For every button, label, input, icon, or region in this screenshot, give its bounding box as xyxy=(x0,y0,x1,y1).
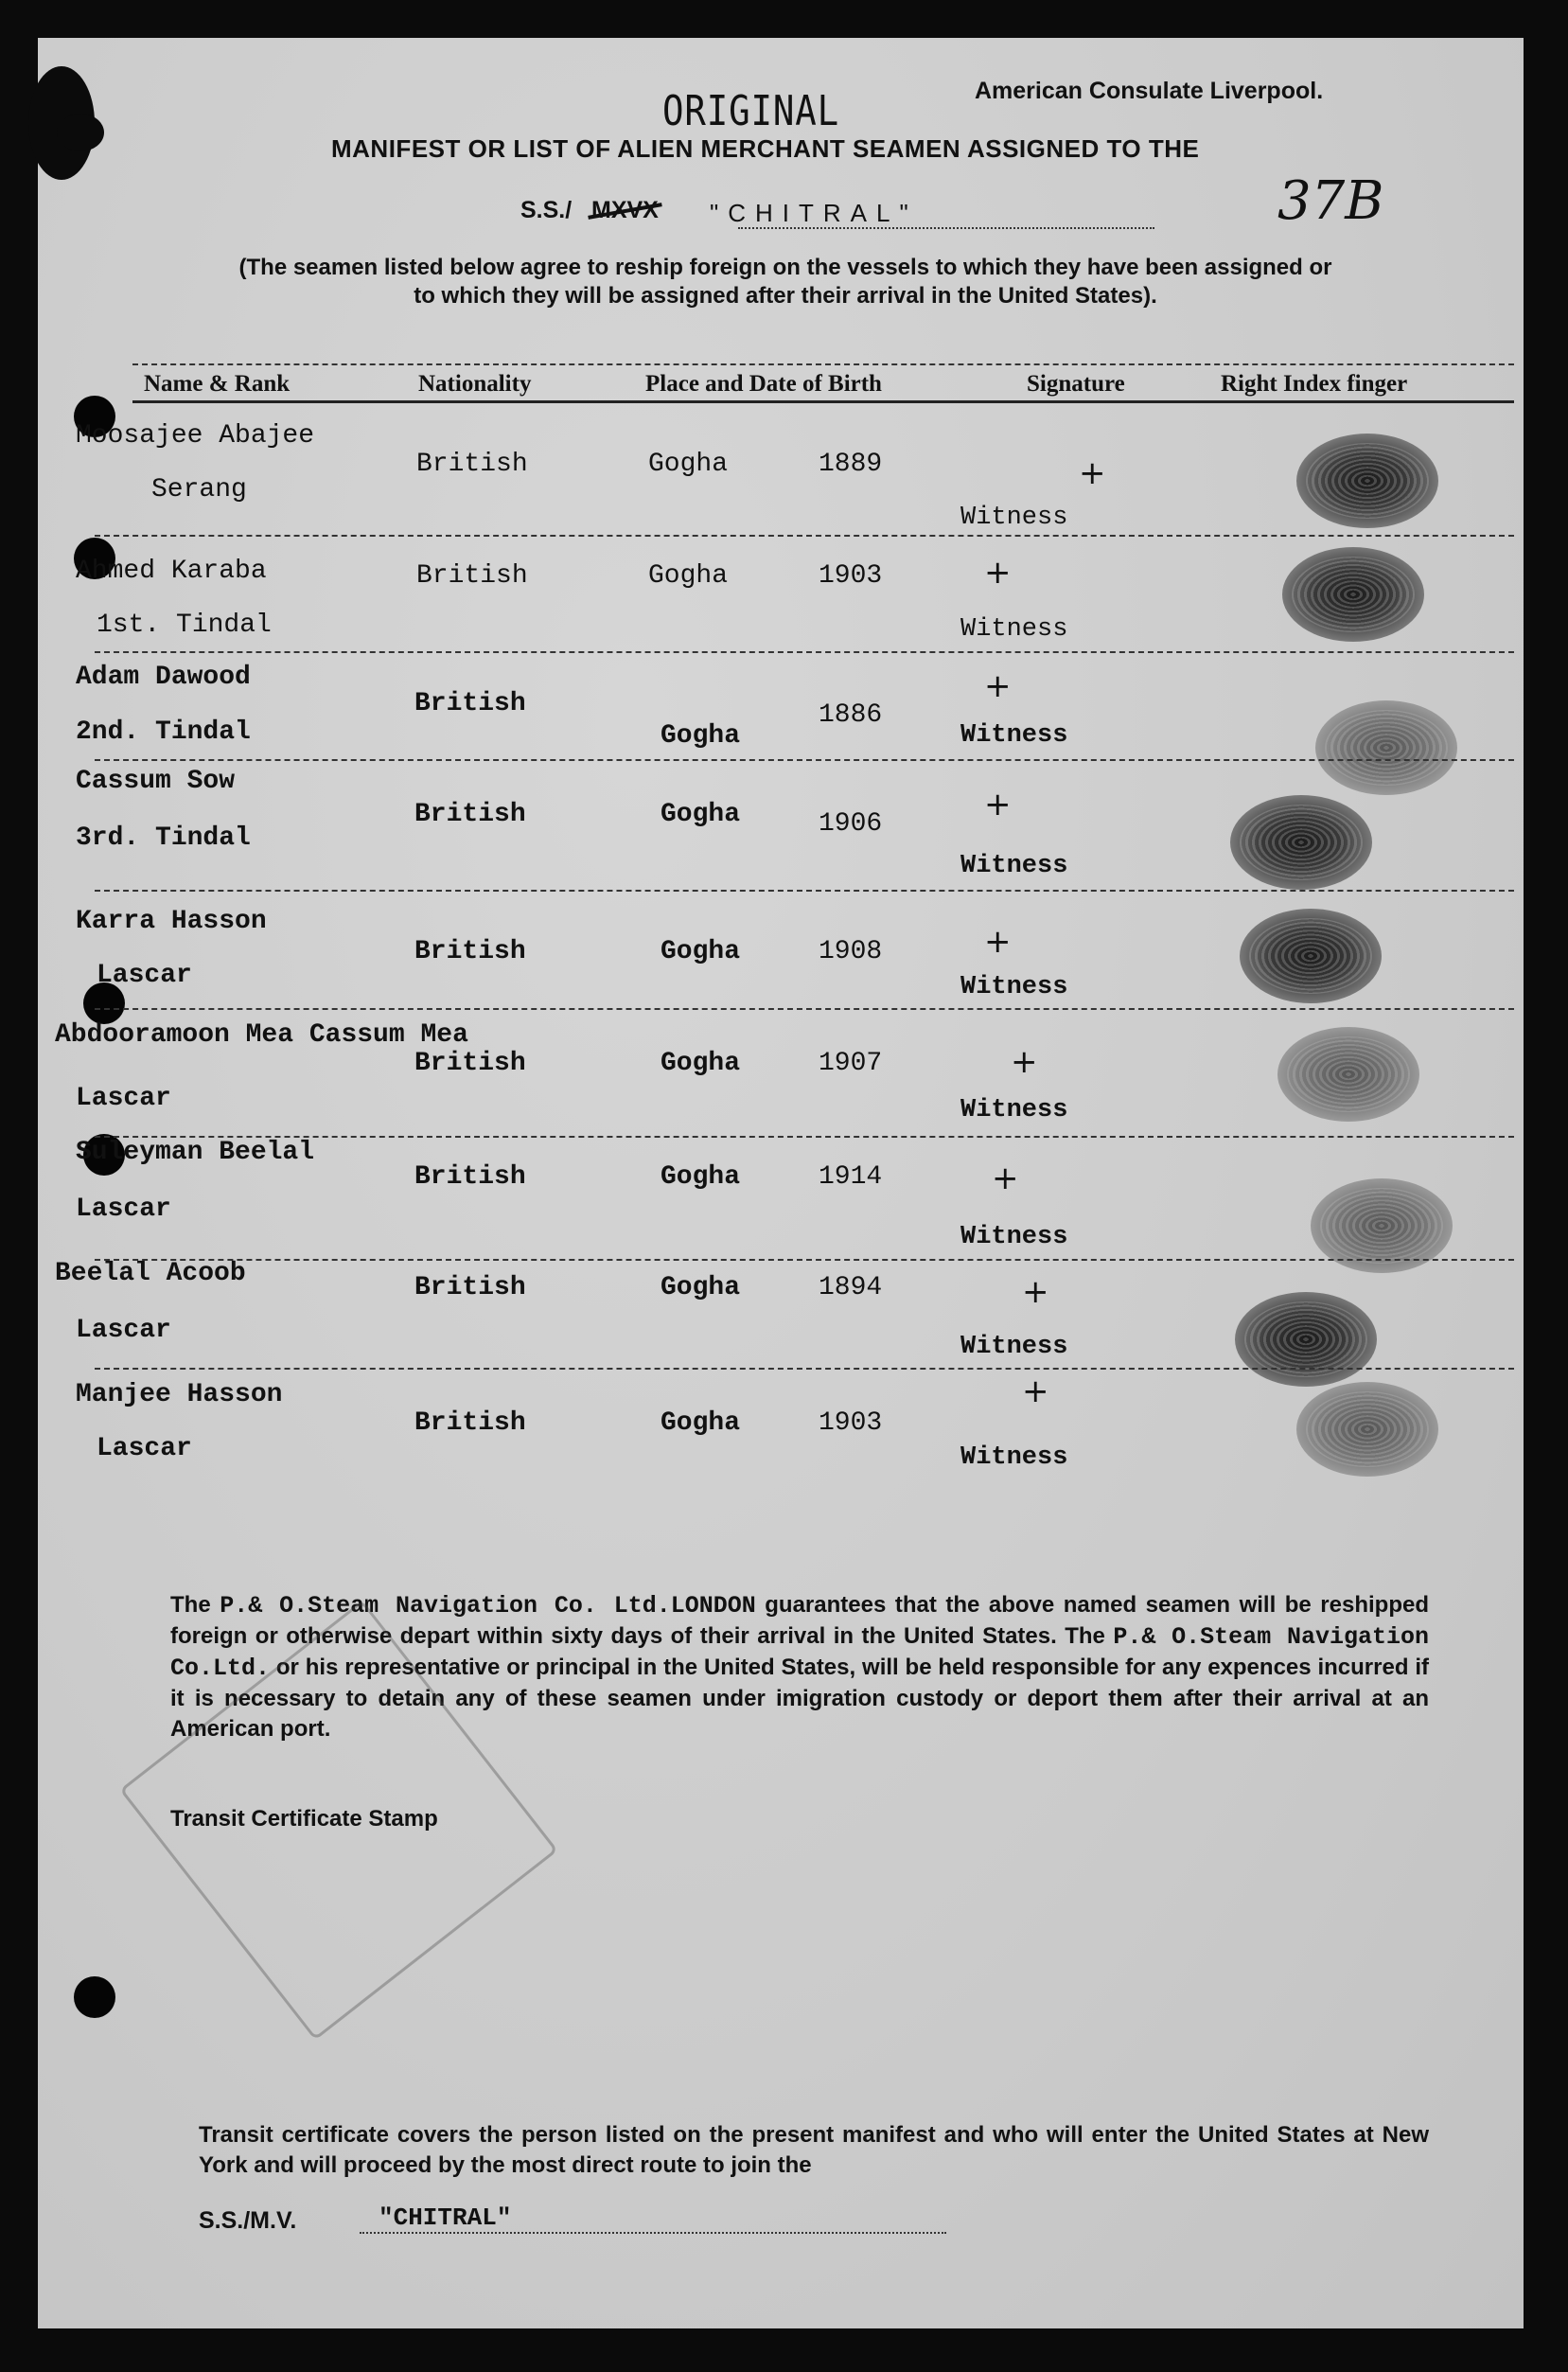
seaman-name: Manjee Hasson xyxy=(76,1380,283,1409)
ship-struck-text: MXVX xyxy=(591,197,659,223)
transit-certificate-text: Transit certificate covers the person listed on the present manifest and who will enter the United States at New York and will proceed by the most direct route to join the xyxy=(199,2122,1429,2178)
witness-label: Witness xyxy=(960,721,1068,750)
header-place-date: Place and Date of Birth xyxy=(645,371,882,397)
seaman-rank: Serang xyxy=(151,475,247,504)
ss-mv-label: S.S./M.V. xyxy=(199,2207,297,2234)
header-top-line xyxy=(132,363,1514,365)
ss-mv-dotted-line xyxy=(360,2232,946,2234)
seaman-nationality: British xyxy=(414,1162,526,1192)
sheet-number: 37B xyxy=(1277,170,1384,232)
row-divider xyxy=(95,535,1514,537)
ship-dotted-line xyxy=(738,227,1154,229)
guarantee-company: P.& O.Steam Navigation Co. Ltd.LONDON xyxy=(220,1592,756,1620)
fingerprint xyxy=(1277,1027,1419,1122)
witness-label: Witness xyxy=(960,852,1068,880)
witness-label: Witness xyxy=(960,1443,1068,1472)
witness-label: Witness xyxy=(960,1223,1068,1251)
agreement-text: (The seamen listed below agree to reship foreign on the vessels to which they have been assigned or to which they will be assigned after their arrival in the United States). xyxy=(238,255,1332,309)
header-bottom-line xyxy=(132,400,1514,403)
fingerprint xyxy=(1282,547,1424,642)
row-divider xyxy=(95,759,1514,761)
guarantee-text-2: or his representative or principal in the United States, will be held responsible for any expences incurred if it is necessary to detain any of these seamen under imigration custody or deport them after their arrival at an American port. xyxy=(170,1655,1429,1742)
ship-name: "CHITRAL" xyxy=(710,199,918,227)
row-divider xyxy=(95,890,1514,892)
seaman-name: Beelal Acoob xyxy=(55,1259,246,1288)
row-divider xyxy=(95,1259,1514,1261)
witness-label: Witness xyxy=(960,1096,1068,1124)
seaman-birth-year: 1908 xyxy=(819,937,883,966)
witness-label: Witness xyxy=(960,1333,1068,1361)
guarantee-company-2: P.& O.Steam Navigation Co.Ltd. xyxy=(170,1623,1430,1682)
guarantee-intro: The xyxy=(170,1592,211,1618)
seaman-rank: Lascar xyxy=(76,1316,171,1345)
row-divider xyxy=(95,1368,1514,1370)
seaman-birth-year: 1889 xyxy=(819,450,883,479)
seaman-birthplace: Gogha xyxy=(661,1273,741,1302)
seaman-birthplace: Gogha xyxy=(661,1162,741,1192)
seaman-rank: Lascar xyxy=(76,1195,171,1224)
signature-mark: + xyxy=(992,1159,1019,1197)
seaman-name: Cassum Sow xyxy=(76,767,236,796)
punch-hole xyxy=(74,1976,115,2018)
consulate-label: American Consulate Liverpool. xyxy=(975,78,1324,104)
seaman-name: Abdooramoon Mea Cassum Mea xyxy=(55,1020,468,1050)
seaman-nationality: British xyxy=(416,450,528,479)
seaman-birthplace: Gogha xyxy=(648,450,729,479)
seaman-name: Ahmed Karaba xyxy=(76,557,267,586)
signature-mark: + xyxy=(984,667,1012,705)
witness-label: Witness xyxy=(960,615,1068,644)
seaman-nationality: British xyxy=(416,561,528,591)
seaman-name: Karra Hasson xyxy=(76,907,267,936)
seaman-birthplace: Gogha xyxy=(661,721,741,751)
seaman-name: Moosajee Abajee xyxy=(76,421,315,451)
signature-mark: + xyxy=(1022,1372,1049,1410)
guarantee-text-1: guarantees that the above named seamen will be reshipped foreign or otherwise depart within sixty days of their arrival in the United States. The xyxy=(170,1592,1429,1649)
seaman-rank: 3rd. Tindal xyxy=(76,823,251,853)
signature-mark: + xyxy=(984,923,1012,961)
ship-prefix: S.S./ xyxy=(520,197,573,223)
seaman-name: Suleyman Beelal xyxy=(76,1138,315,1167)
seaman-rank: Lascar xyxy=(97,961,192,990)
seaman-birthplace: Gogha xyxy=(661,800,741,829)
fingerprint xyxy=(1315,700,1457,795)
seaman-nationality: British xyxy=(414,937,526,966)
seaman-birth-year: 1907 xyxy=(819,1049,883,1078)
row-divider xyxy=(95,1008,1514,1010)
signature-mark: + xyxy=(984,786,1012,823)
signature-mark: + xyxy=(1011,1043,1038,1081)
ss-mv-name: "CHITRAL" xyxy=(379,2204,512,2232)
seaman-rank: Lascar xyxy=(76,1084,171,1113)
seaman-birth-year: 1886 xyxy=(819,700,883,730)
page-title: MANIFEST OR LIST OF ALIEN MERCHANT SEAMEN ASSIGNED TO THE xyxy=(331,134,1200,163)
fingerprint xyxy=(1240,909,1382,1003)
seaman-rank: 1st. Tindal xyxy=(97,611,272,640)
manifest-document xyxy=(38,38,1524,2328)
torn-corner xyxy=(57,114,104,151)
fingerprint xyxy=(1296,1382,1438,1477)
seaman-birthplace: Gogha xyxy=(648,561,729,591)
seaman-nationality: British xyxy=(414,1049,526,1078)
row-divider xyxy=(95,651,1514,653)
original-stamp: ORIGINAL xyxy=(662,87,839,135)
seaman-birth-year: 1894 xyxy=(819,1273,883,1302)
seaman-birthplace: Gogha xyxy=(661,1408,741,1438)
seaman-birth-year: 1903 xyxy=(819,561,883,591)
fingerprint xyxy=(1230,795,1372,890)
header-name-rank: Name & Rank xyxy=(144,371,291,397)
seaman-rank: 2nd. Tindal xyxy=(76,717,251,747)
signature-mark: + xyxy=(1022,1273,1049,1311)
fingerprint xyxy=(1296,434,1438,528)
seaman-birth-year: 1914 xyxy=(819,1162,883,1192)
seaman-birthplace: Gogha xyxy=(661,1049,741,1078)
seaman-nationality: British xyxy=(414,689,526,718)
witness-label: Witness xyxy=(960,973,1068,1001)
header-nationality: Nationality xyxy=(418,371,532,397)
seaman-nationality: British xyxy=(414,1408,526,1438)
seaman-birth-year: 1903 xyxy=(819,1408,883,1438)
witness-label: Witness xyxy=(960,504,1068,532)
seaman-nationality: British xyxy=(414,1273,526,1302)
transit-stamp-label: Transit Certificate Stamp xyxy=(170,1806,438,1832)
seaman-rank: Lascar xyxy=(97,1434,192,1463)
seaman-birthplace: Gogha xyxy=(661,937,741,966)
seaman-name: Adam Dawood xyxy=(76,663,251,692)
signature-mark: + xyxy=(984,554,1012,592)
header-signature: Signature xyxy=(1027,371,1125,397)
header-right-index: Right Index finger xyxy=(1221,371,1408,397)
seaman-birth-year: 1906 xyxy=(819,809,883,839)
fingerprint xyxy=(1235,1292,1377,1387)
seaman-nationality: British xyxy=(414,800,526,829)
signature-mark: + xyxy=(1079,454,1106,492)
